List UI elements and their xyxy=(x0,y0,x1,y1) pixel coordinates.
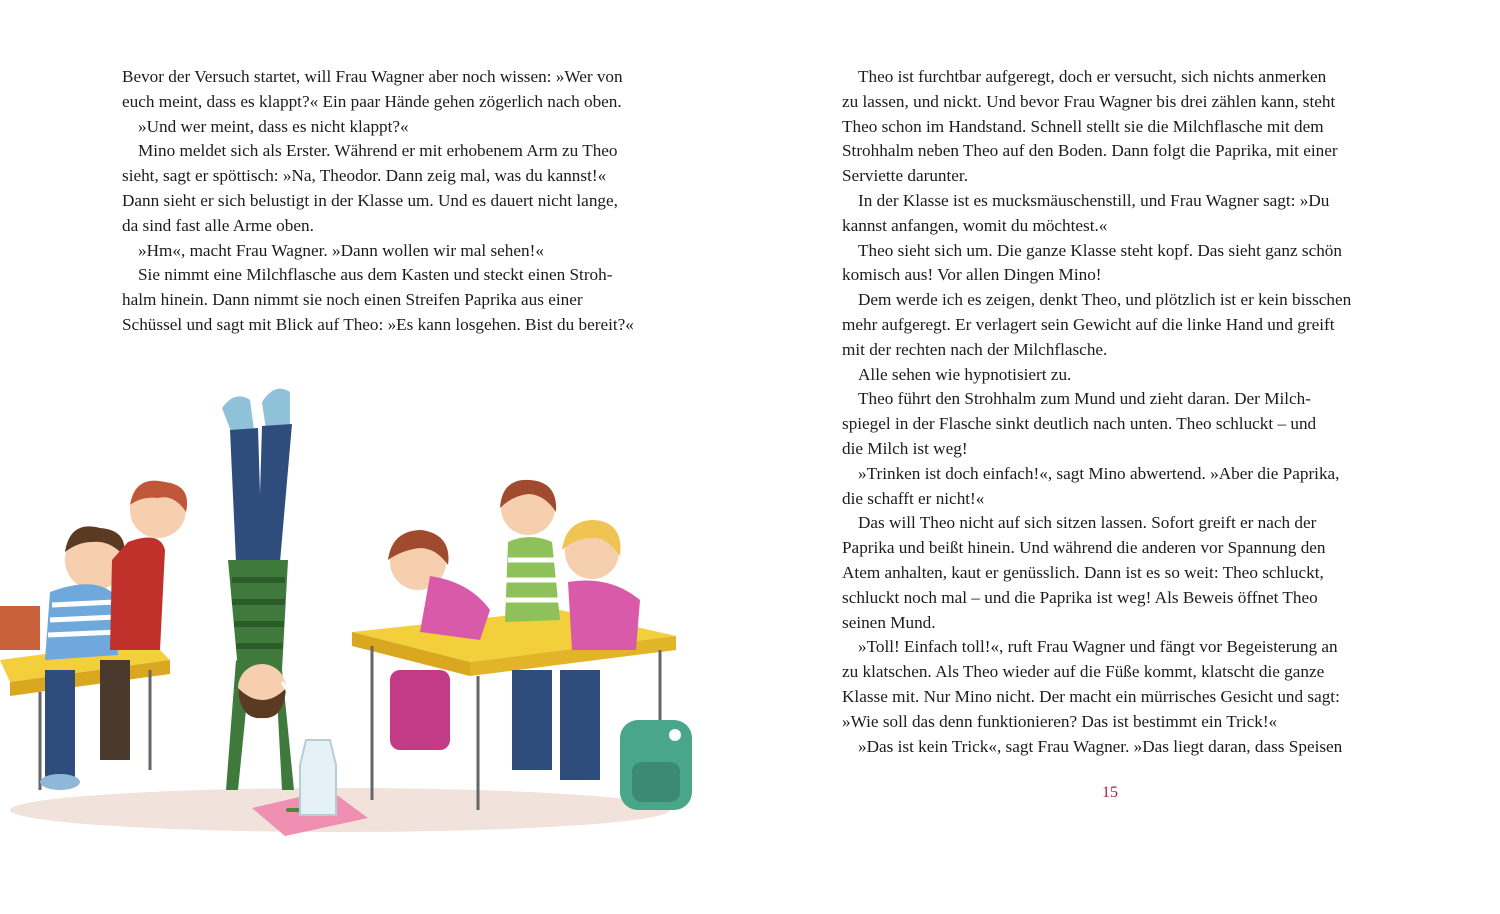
text-line: sieht, sagt er spöttisch: »Na, Theodor. Dann zeig mal, was du kannst!« xyxy=(122,166,607,186)
text-line: »Wie soll das denn funktionieren? Das ist bestimmt ein Trick!« xyxy=(842,711,1278,731)
text-line: Theo schon im Handstand. Schnell stellt sie die Milchflasche mit dem xyxy=(842,116,1324,136)
text-line: Serviette darunter. xyxy=(842,166,968,186)
text-line: »Hm«, macht Frau Wagner. »Dann wollen wir mal sehen!« xyxy=(138,240,544,260)
text-line: da sind fast alle Arme oben. xyxy=(122,215,314,235)
left-page-text xyxy=(122,65,667,338)
text-line: »Und wer meint, dass es nicht klappt?« xyxy=(138,116,409,136)
theo-handstand xyxy=(222,389,318,790)
text-line: zu klatschen. Als Theo wieder auf die Füße kommt, klatscht die ganze xyxy=(842,662,1325,682)
page-number: 15 xyxy=(1102,784,1118,801)
text-line: Paprika und beißt hinein. Und während die anderen vor Spannung den xyxy=(842,538,1326,558)
text-line: Schüssel und sagt mit Blick auf Theo: »Es kann losgehen. Bist du bereit?« xyxy=(122,314,634,334)
text-line: mehr aufgeregt. Er verlagert sein Gewicht auf die linke Hand und greift xyxy=(842,314,1335,334)
text-line: Dann sieht er sich belustigt in der Klasse um. Und es dauert nicht lange, xyxy=(122,190,618,210)
text-line: seinen Mund. xyxy=(842,612,936,632)
text-line: Theo sieht sich um. Die ganze Klasse steht kopf. Das sieht ganz schön xyxy=(858,240,1342,260)
text-line: schluckt noch mal – und die Paprika ist weg! Als Beweis öffnet Theo xyxy=(842,587,1318,607)
green-backpack xyxy=(620,720,692,810)
text-line: komisch aus! Vor allen Dingen Mino! xyxy=(842,265,1102,285)
text-line: Klasse mit. Nur Mino nicht. Der macht ein mürrisches Gesicht und sagt: xyxy=(842,686,1340,706)
text-line: die Milch ist weg! xyxy=(842,438,968,458)
text-line: »Trinken ist doch einfach!«, sagt Mino abwertend. »Aber die Paprika, xyxy=(858,463,1340,483)
text-line: Strohhalm neben Theo auf den Boden. Dann folgt die Paprika, mit einer xyxy=(842,141,1338,161)
right-page xyxy=(750,0,1500,914)
text-line: Atem anhalten, kaut er genüsslich. Dann ist es so weit: Theo schluckt, xyxy=(842,562,1324,582)
text-line: zu lassen, und nickt. Und bevor Frau Wagner bis drei zählen kann, steht xyxy=(842,91,1336,111)
text-line: Das will Theo nicht auf sich sitzen lassen. Sofort greift er nach der xyxy=(858,513,1317,533)
boy-red-shirt xyxy=(100,481,187,760)
text-line: euch meint, dass es klappt?« Ein paar Hände gehen zögerlich nach oben. xyxy=(122,91,622,111)
classroom-handstand-illustration xyxy=(0,370,700,850)
right-page-text xyxy=(842,65,1387,759)
text-line: Alle sehen wie hypnotisiert zu. xyxy=(858,364,1072,384)
text-line: mit der rechten nach der Milchflasche. xyxy=(842,339,1108,359)
text-line: Mino meldet sich als Erster. Während er mit erhobenem Arm zu Theo xyxy=(138,141,618,161)
text-line: spiegel in der Flasche sinkt deutlich nach unten. Theo schluckt – und xyxy=(842,414,1317,434)
text-line: Dem werde ich es zeigen, denkt Theo, und plötzlich ist er kein bisschen xyxy=(858,290,1352,310)
text-line: Bevor der Versuch startet, will Frau Wagner aber noch wissen: »Wer von xyxy=(122,67,623,86)
text-line: »Das ist kein Trick«, sagt Frau Wagner. »Das liegt daran, dass Speisen xyxy=(858,736,1343,756)
text-line: die schafft er nicht!« xyxy=(842,488,985,508)
text-line: halm hinein. Dann nimmt sie noch einen Streifen Paprika aus einer xyxy=(122,290,583,310)
text-line: Theo führt den Strohhalm zum Mund und zieht daran. Der Milch- xyxy=(858,389,1311,409)
text-line: »Toll! Einfach toll!«, ruft Frau Wagner und fängt vor Begeisterung an xyxy=(858,637,1338,657)
napkin-and-bottle xyxy=(252,740,368,836)
text-line: Sie nimmt eine Milchflasche aus dem Kasten und steckt einen Stroh- xyxy=(138,265,613,285)
text-line: Theo ist furchtbar aufgeregt, doch er versucht, sich nichts anmerken xyxy=(858,67,1327,86)
text-line: kannst anfangen, womit du möchtest.« xyxy=(842,215,1108,235)
text-line: In der Klasse ist es mucksmäuschenstill, und Frau Wagner sagt: »Du xyxy=(858,190,1330,210)
